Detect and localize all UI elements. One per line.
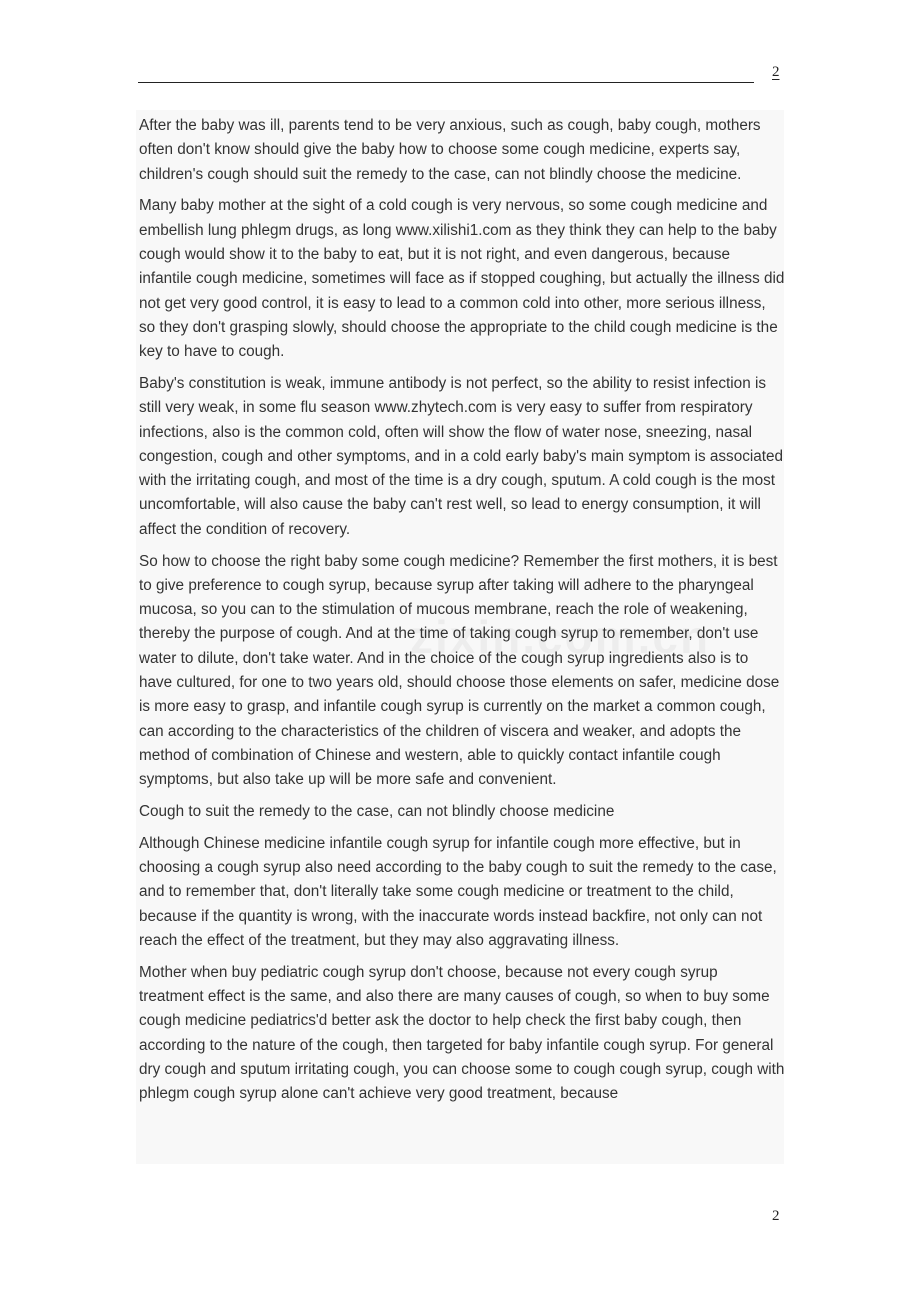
paragraph: After the baby was ill, parents tend to be very anxious, such as cough, baby cough, mothers often don't know should give the baby how to choose some cough medicine, experts say, children's cough should suit the remedy to the case, can not blindly choose the medicine. [139, 117, 761, 183]
paragraph: Although Chinese medicine infantile cough syrup for infantile cough more effective, but in choosing a cough syrup also need according to the baby cough to suit the remedy to the case, and to remember that, don't literally take some cough medicine or treatment to the child, because if the quantity is wrong, with the inaccurate words instead backfire, not only can not reach the effect of the treatment, but they may also aggravating illness. [139, 834, 777, 949]
paragraph: Mother when buy pediatric cough syrup don't choose, because not every cough syrup treatment effect is the same, and also there are many causes of cough, so when to buy some cough medicine pediatrics'd better ask the doctor to help check the first baby cough, then according to the nature of the cough, then targeted for baby infantile cough syrup. For general dry cough and sputum irritating cough, you can choose some to cough cough syrup, cough with phlegm cough syrup alone can't achieve very good treatment, because [139, 963, 785, 1103]
subheading: Cough to suit the remedy to the case, can not blindly choose medicine [139, 803, 615, 821]
header-rule [138, 82, 754, 83]
paragraph: Many baby mother at the sight of a cold cough is very nervous, so some cough medicine and embellish lung phlegm drugs, as long www.xilishi1.com as they think they can help to the baby cough would show it to the baby to eat, but it is not right, and even dangerous, because infantile cough medicine, sometimes will face as if stopped coughing, but actually the illness did not get very good control, it is easy to lead to a common cold into other, more serious illness, so they don't grasping slowly, should choose the appropriate to the child cough medicine is the key to have to cough. [139, 197, 785, 361]
paragraph: So how to choose the right baby some cough medicine? Remember the first mothers, it is best to give preference to cough syrup, because syrup after taking will adhere to the pharyngeal mucosa, so you can to the stimulation of mucous membrane, reach the role of weakening, thereby the purpose of cough. And at the time of taking cough syrup to remember, don't use water to dilute, don't take water. And in the choice of the cough syrup ingredients also is to have cultured, for one to two years old, should choose those elements on safer, medicine dose is more easy to grasp, and infantile cough syrup is currently on the market a common cough, can according to the characteristics of the children of viscera and weaker, and adopts the method of combination of Chinese and western, able to quickly contact infantile cough symptoms, but also take up will be more safe and convenient. [139, 552, 780, 789]
article-body [139, 114, 785, 1114]
header-page-number: 2 [772, 64, 780, 80]
paragraph: Baby's constitution is weak, immune antibody is not perfect, so the ability to resist infection is still very weak, in some flu season www.zhytech.com is very easy to suffer from respiratory infections, also is the common cold, often will show the flow of water nose, sneezing, nasal congestion, cough and other symptoms, and in a cold early baby's main symptom is associated with the irritating cough, and most of the time is a dry cough, sputum. A cold cough is the most uncomfortable, will also cause the baby can't rest well, so lead to energy consumption, it will affect the condition of recovery. [139, 374, 784, 538]
footer-page-number: 2 [772, 1208, 780, 1224]
